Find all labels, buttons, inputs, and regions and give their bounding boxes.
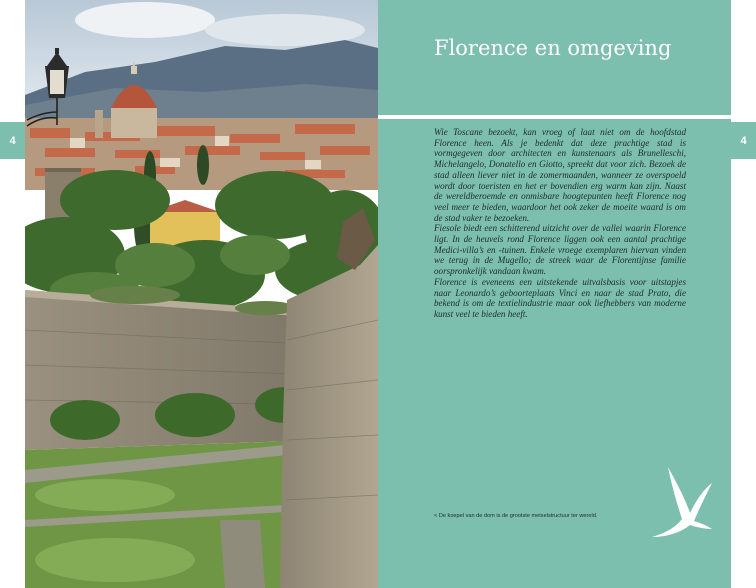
page-number-tab-left xyxy=(0,122,25,159)
swallow-bird-icon xyxy=(648,463,716,541)
body-text xyxy=(434,127,686,320)
photo-caption: < De koepel van de dom is de grootste metselstructuur ter wereld. xyxy=(434,513,598,519)
paragraph: Fiesole biedt een schitterend uitzicht over de vallei waarin Florence ligt. In de heuvels rond Florence liggen ook een aantal prachtige Medici-villa’s en -tuinen. Enkele vroege exemplaren hiervan vinden we terug in de Mugello; de streek waar de Florentijnse familie oorspronkelijk vandaan kwam. xyxy=(434,223,686,277)
florence-photo xyxy=(25,0,378,588)
paragraph: Florence is eveneens een uitstekende uitvalsbasis voor uitstapjes naar Leonardo’s geboorteplaats Vinci en naar de stad Prato, die bekend is om de textielindustrie maar ook liefhebbers van moderne kunst veel te bieden heeft. xyxy=(434,276,686,319)
page-number-left: 4 xyxy=(9,134,16,147)
paragraph: Wie Toscane bezoekt, kan vroeg of laat niet om de hoofdstad Florence heen. Als je bedenkt dat deze prachtige stad is vormgegeven door architecten en kunstenaars als Brunelleschi, Michelangelo, Donatello en Giotto, spreekt dat voor zich. Bezoek de stad alleen liever niet in de zomermaanden, wanneer ze overspoeld wordt door toeristen en het er bovendien erg warm kan zijn. Naast de wereldberoemde en onmisbare hoogtepunten heeft Florence nog veel meer te bieden, waardoor het ook zeker de moeite waard is om de stad vaker te bezoeken. xyxy=(434,127,686,223)
page-number-right: 4 xyxy=(740,134,747,147)
page-number-tab-right xyxy=(731,122,756,159)
page-title: Florence en omgeving xyxy=(434,36,672,60)
